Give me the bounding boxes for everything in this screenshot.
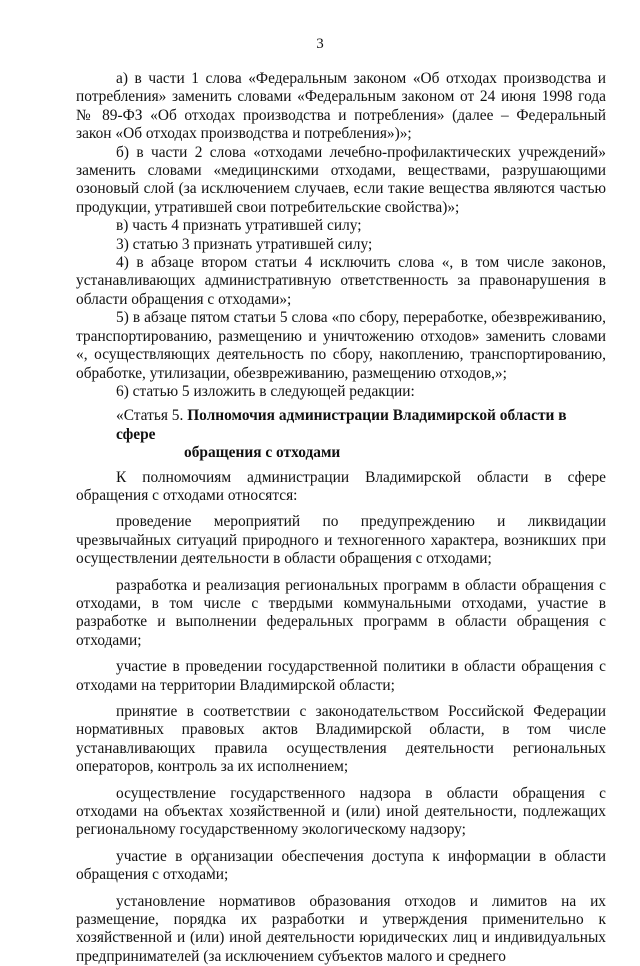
paragraph-10: разработка и реализация региональных программ в области обращения с отходами, в том числе с твердыми коммунальными отходами, участие в разработке и выполнении федеральных программ в области обращения с отходами; (76, 576, 606, 649)
article-title-line-2: обращения с отходами (184, 444, 341, 462)
paragraph-12: принятие в соответствии с законодательством Российской Федерации нормативных правовых актов Владимирской области, в том числе устанавливающих правила осуществления деятельности региональных операторов, контроль за их исполнением; (76, 703, 606, 776)
paragraph-7: 6) статью 5 изложить в следующей редакции: (116, 382, 415, 400)
paragraph-3: в) часть 4 признать утратившей силу; (116, 217, 362, 235)
document-body (76, 70, 606, 966)
paragraph-14: участие в организации обеспечения доступа к информации в области обращения с отходами; (76, 847, 606, 884)
article-title-line-1: Полномочия администрации Владимирской области в сфере (116, 407, 567, 443)
paragraph-11: участие в проведении государственной политики в области обращения с отходами на территории Владимирской области; (76, 658, 606, 694)
article-label: «Статья 5. (116, 407, 184, 425)
page-number: 3 (316, 36, 324, 52)
paragraph-15: установление нормативов образования отходов и лимитов на их размещение, порядка их разработки и утверждения применительно к хозяйственной и (или) иной деятельности юридических лиц и индивидуальных предпринимателей (за исключением субъектов малого и среднего (76, 892, 606, 965)
paragraph-13: осуществление государственного надзора в области обращения с отходами на объектах хозяйственной и (или) иной деятельности, подлежащих региональному государственному экологическому надзору; (76, 784, 606, 839)
paragraph-9: проведение мероприятий по предупреждению и ликвидации чрезвычайных ситуаций природного и техногенного характера, возникших при осуществлении деятельности в области обращения с отходами; (76, 513, 606, 568)
pen-mark (202, 851, 216, 873)
paragraph-5: 4) в абзаце втором статьи 4 исключить слова «, в том числе законов, устанавливающих административную ответственность за правонарушения в области обращения с отходами»; (76, 254, 606, 308)
paragraph-4: 3) статью 3 признать утратившей силу; (116, 235, 373, 253)
paragraph-1: а) в части 1 слова «Федеральным законом «Об отходах производства и потребления» заменить словами «Федеральным законом от 24 июня 1998 года № 89-ФЗ «Об отходах производства и потребления» (далее – Федеральный закон «Об отходах производства и потребления»)»; (76, 70, 606, 143)
article-heading (76, 407, 606, 462)
paragraph-8: К полномочиям администрации Владимирской области в сфере обращения с отходами относятся: (76, 468, 606, 504)
paragraph-2: б) в части 2 слова «отходами лечебно-профилактических учреждений» заменить словами «медицинскими отходами, веществами, разрушающими озоновый слой (за исключением случаев, если такие вещества являются частью продукции, утратившей свои потребительские свойства)»; (76, 143, 606, 216)
paragraph-6: 5) в абзаце пятом статьи 5 слова «по сбору, переработке, обезвреживанию, транспортированию, размещению и уничтожению отходов» заменить словами «, осуществляющих деятельность по сбору, накоплению, транспортированию, обработке, утилизации, обезвреживанию, размещению отходов,»; (76, 309, 606, 382)
